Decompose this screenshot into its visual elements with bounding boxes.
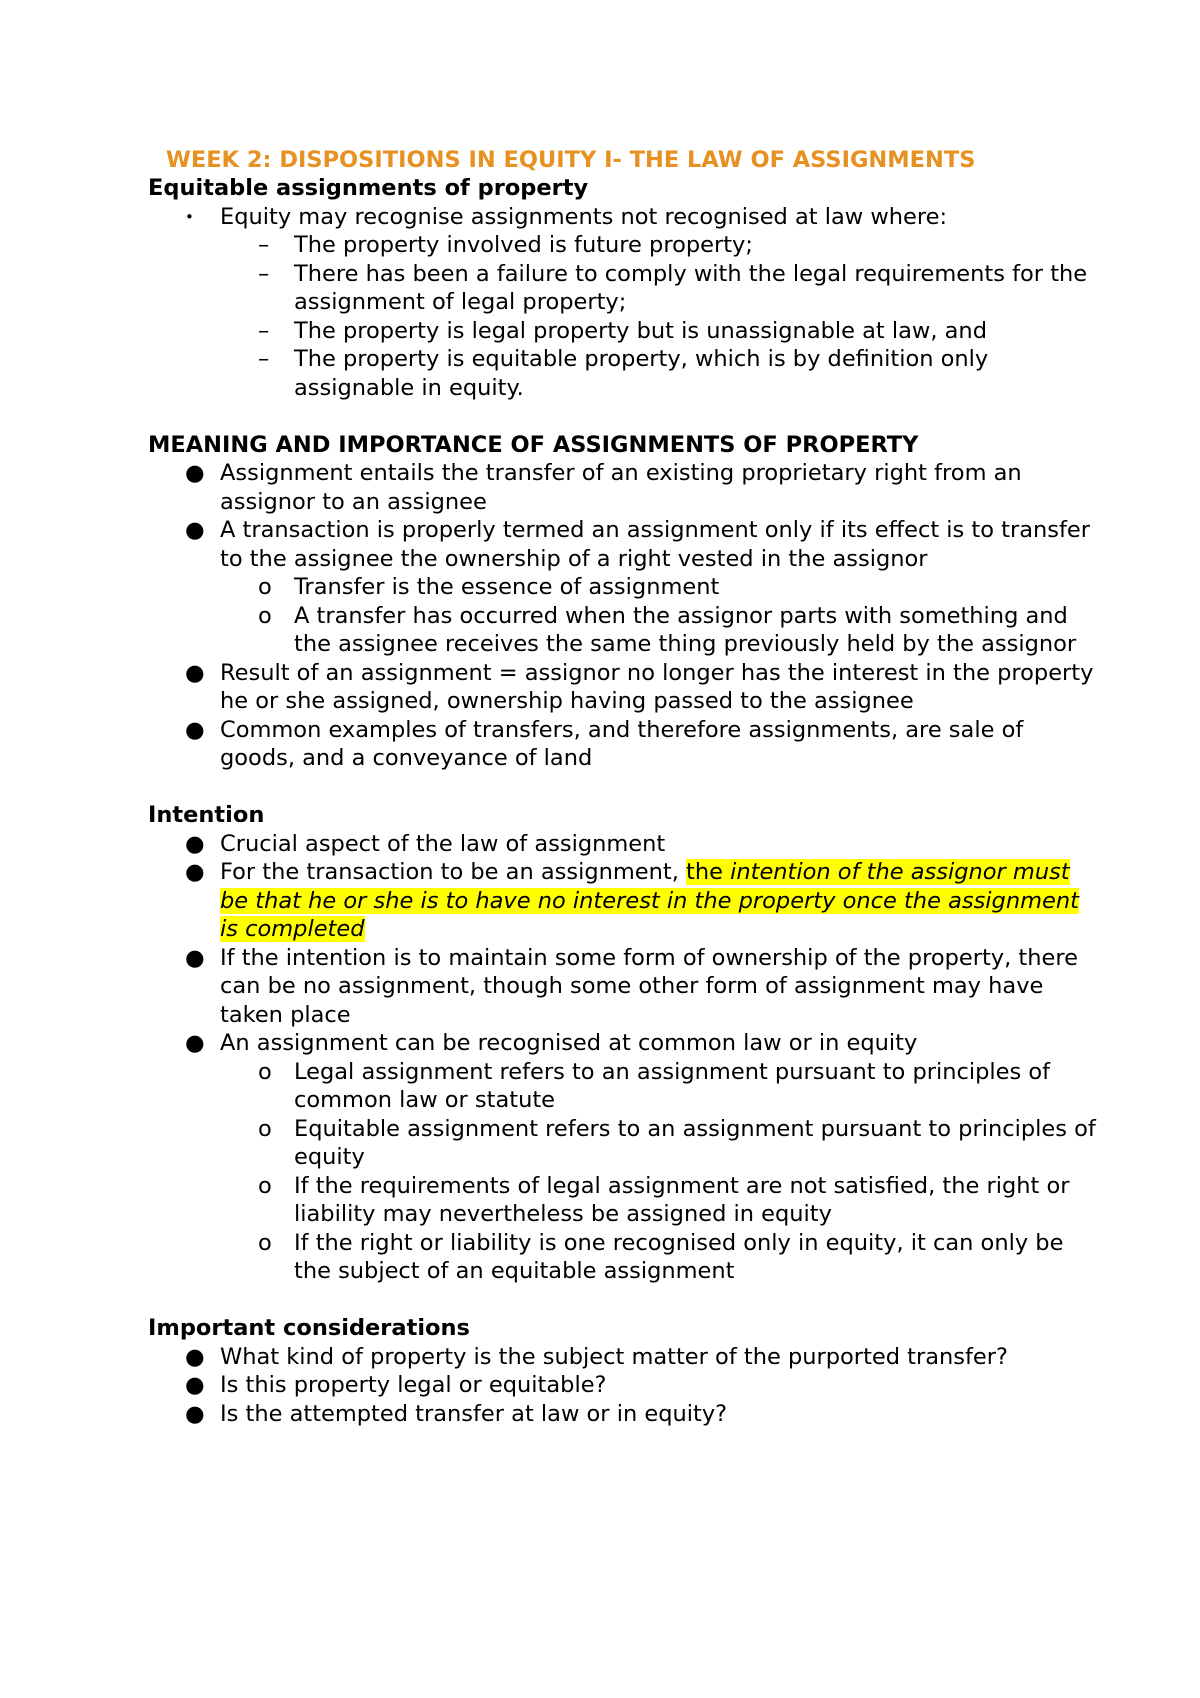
- sub-list-item-text: Equitable assignment refers to an assignment pursuant to principles of equity: [294, 1115, 1096, 1170]
- bullet-icon: ●: [185, 716, 205, 743]
- sub-list-item: [148, 231, 1098, 260]
- sub-list-item: [148, 1172, 1098, 1229]
- list-item-text: An assignment can be recognised at common law or in equity: [220, 1030, 918, 1056]
- paragraph-spacer: [148, 773, 1098, 802]
- bullet-list: [148, 830, 1098, 1286]
- list-item-text: Common examples of transfers, and therefore assignments, are sale of goods, and a conveyance of land: [220, 716, 1024, 771]
- list-item: [148, 1029, 1098, 1058]
- sub-list-item-text: If the right or liability is one recognised only in equity, it can only be the subject of an equitable assignment: [294, 1229, 1064, 1284]
- sub-list-item: [148, 1229, 1098, 1286]
- list-item-text: Is this property legal or equitable?: [220, 1372, 607, 1398]
- list-item: [148, 203, 1098, 232]
- list-item-text: Assignment entails the transfer of an existing proprietary right from an assignor to an assignee: [220, 460, 1022, 515]
- sub-list-item-text: A transfer has occurred when the assignor parts with something and the assignee receives the same thing previously held by the assignor: [294, 602, 1077, 657]
- highlighted-text: the: [686, 859, 731, 885]
- sub-list-item: [148, 573, 1098, 602]
- highlighted-italic-text: intention of the assignor must be that he or she is to have no interest in the property once the assignment is completed: [220, 859, 1079, 942]
- sub-list-item-text: Transfer is the essence of assignment: [294, 574, 720, 600]
- small-bullet-icon: •: [185, 207, 194, 226]
- dash-bullet-icon: –: [258, 260, 270, 287]
- paragraph-spacer: [148, 1286, 1098, 1315]
- list-item-text: A transaction is properly termed an assignment only if its effect is to transfer to the assignee the ownership of a right vested in the assignor: [220, 517, 1091, 572]
- sub-list-item: [148, 317, 1098, 346]
- dash-bullet-icon: –: [258, 346, 270, 372]
- bullet-list: [148, 459, 1098, 773]
- bullet-icon: ●: [185, 1372, 205, 1398]
- bullet-icon: ●: [185, 1400, 205, 1427]
- bullet-list: [148, 1343, 1098, 1429]
- list-item-text: Is the attempted transfer at law or in equity?: [220, 1400, 728, 1427]
- bullet-icon: ●: [185, 1030, 205, 1056]
- sub-list-item-text: The property is equitable property, which is by definition only assignable in equity.: [294, 346, 989, 401]
- bullet-icon: ●: [185, 859, 205, 885]
- page-title: WEEK 2: DISPOSITIONS IN EQUITY I- THE LAW OF ASSIGNMENTS: [166, 147, 976, 173]
- list-item: [148, 1343, 1098, 1372]
- circle-bullet-icon: o: [258, 1115, 272, 1142]
- bullet-icon: ●: [185, 659, 205, 686]
- list-item: [148, 1371, 1098, 1400]
- paragraph-spacer: [148, 402, 1098, 431]
- list-item-text: What kind of property is the subject matter of the purported transfer?: [220, 1343, 1008, 1370]
- circle-bullet-icon: o: [258, 574, 272, 600]
- section-heading-equitable-assignments: Equitable assignments of property: [148, 175, 589, 201]
- sub-list-item: [148, 260, 1098, 317]
- list-item: [148, 659, 1098, 716]
- sub-list-item-text: The property is legal property but is unassignable at law, and: [294, 317, 987, 344]
- circle-bullet-icon: o: [258, 1172, 272, 1199]
- list-item: [148, 858, 1098, 944]
- list-item: [148, 830, 1098, 859]
- section-heading-intention: Intention: [148, 802, 265, 828]
- bullet-icon: ●: [185, 944, 205, 971]
- sub-list-item: [148, 602, 1098, 659]
- dash-bullet-icon: –: [258, 317, 270, 344]
- list-item-text: If the intention is to maintain some form of ownership of the property, there can be no assignment, though some other form of assignment may have taken place: [220, 944, 1078, 1028]
- list-item-text: For the transaction to be an assignment,: [220, 859, 687, 885]
- list-item-text: Crucial aspect of the law of assignment: [220, 830, 666, 857]
- list-item-text: Result of an assignment = assignor no longer has the interest in the property he or she assigned, ownership having passed to the assignee: [220, 659, 1094, 714]
- sub-list-item: [148, 1058, 1098, 1115]
- bullet-icon: ●: [185, 460, 205, 486]
- sub-list-item-text: If the requirements of legal assignment are not satisfied, the right or liability may nevertheless be assigned in equity: [294, 1172, 1070, 1227]
- list-item: [148, 716, 1098, 773]
- sub-list-item-text: The property involved is future property;: [294, 232, 753, 258]
- section-heading-important-considerations: Important considerations: [148, 1315, 470, 1341]
- sub-list-item: [148, 345, 1098, 402]
- sub-list-item-text: Legal assignment refers to an assignment pursuant to principles of common law or statute: [294, 1058, 1051, 1113]
- list-item-text: Equity may recognise assignments not recognised at law where:: [220, 203, 948, 230]
- circle-bullet-icon: o: [258, 1058, 272, 1085]
- circle-bullet-icon: o: [258, 1229, 272, 1256]
- list-item: [148, 944, 1098, 1030]
- document-body: [148, 146, 1098, 1428]
- sub-list-item: [148, 1115, 1098, 1172]
- list-item: [148, 1400, 1098, 1429]
- bullet-icon: ●: [185, 830, 205, 857]
- list-item: [148, 459, 1098, 516]
- section-heading-meaning-importance: MEANING AND IMPORTANCE OF ASSIGNMENTS OF PROPERTY: [148, 431, 919, 458]
- bullet-list: [148, 203, 1098, 403]
- list-item: [148, 516, 1098, 573]
- circle-bullet-icon: o: [258, 602, 272, 629]
- dash-bullet-icon: –: [258, 232, 270, 258]
- sub-list-item-text: There has been a failure to comply with the legal requirements for the assignment of legal property;: [294, 260, 1088, 315]
- bullet-icon: ●: [185, 1343, 205, 1370]
- bullet-icon: ●: [185, 517, 205, 543]
